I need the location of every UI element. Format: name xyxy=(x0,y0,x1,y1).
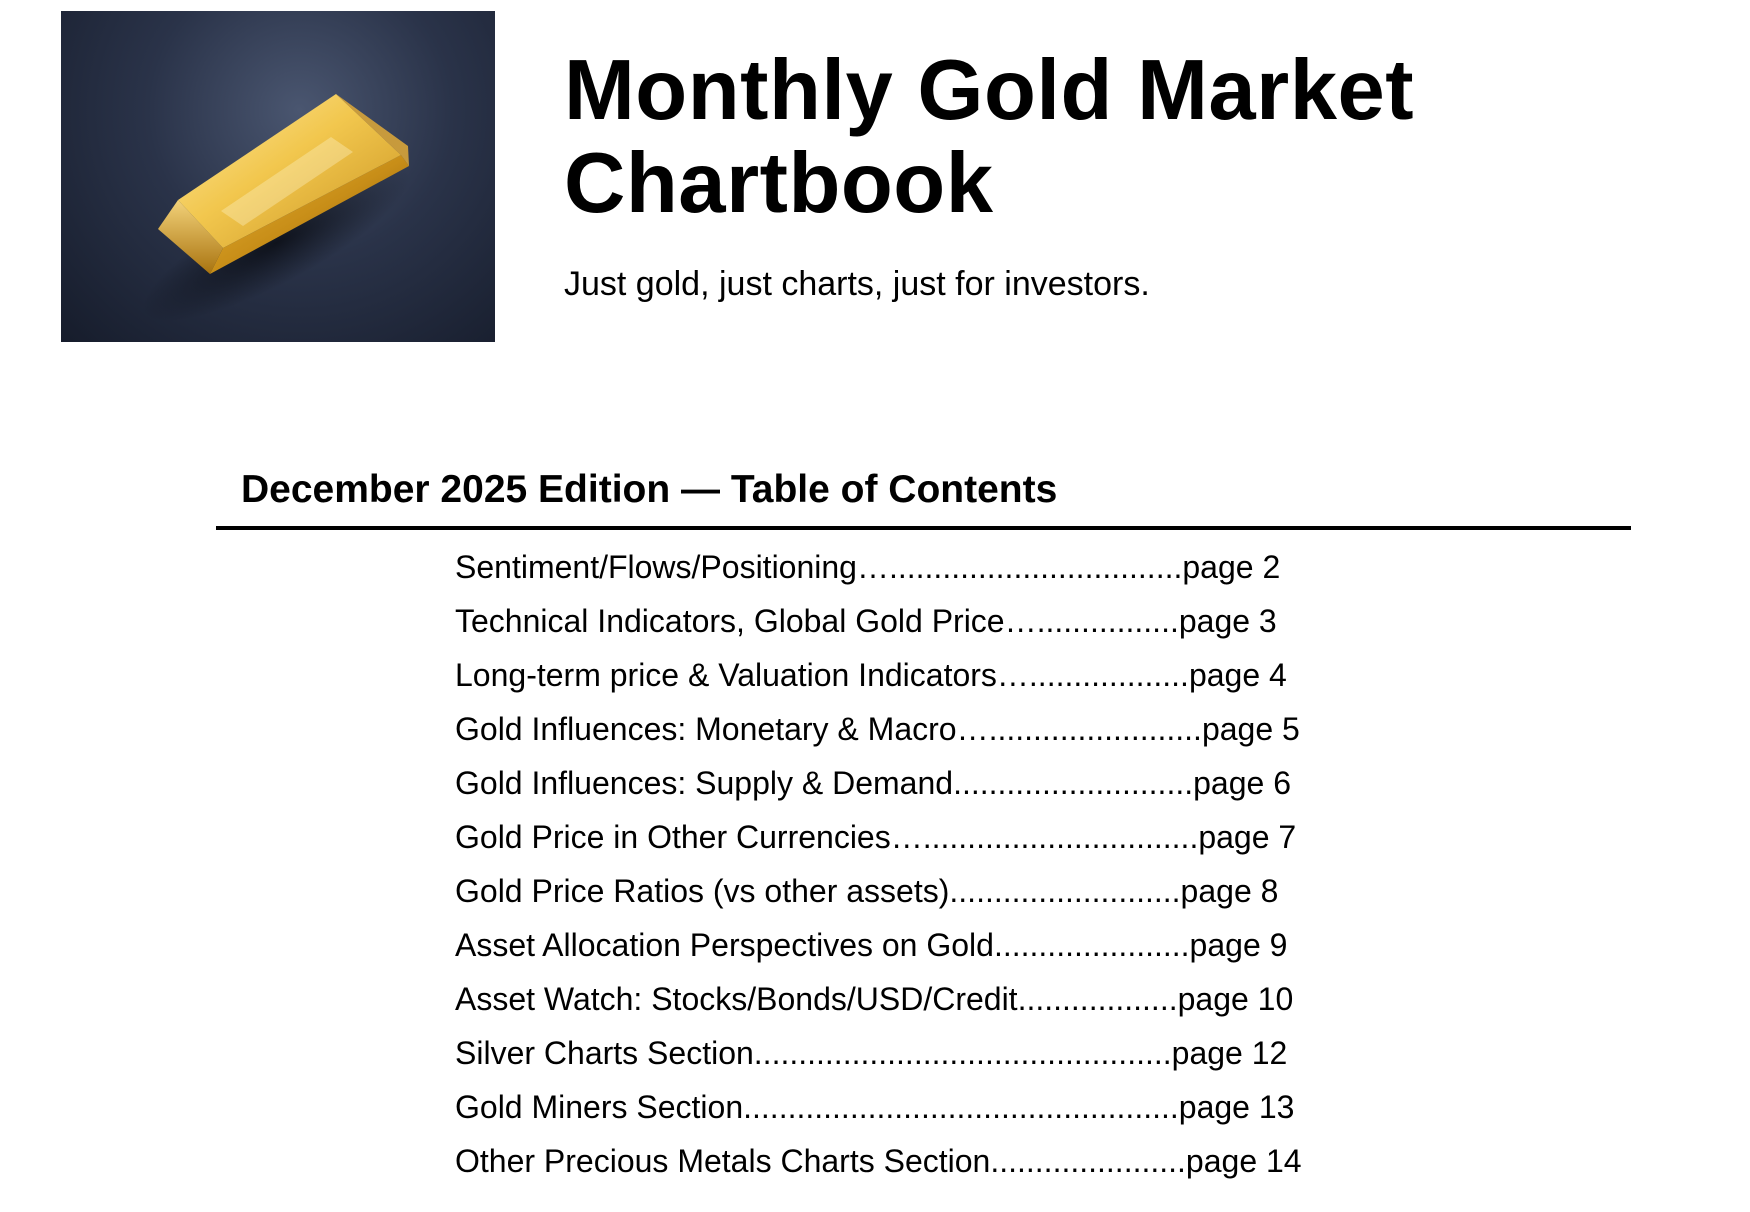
toc-entry-valuation: Long-term price & Valuation Indicators…..................page 4 xyxy=(455,657,1287,693)
tagline: Just gold, just charts, just for investors. xyxy=(564,265,1150,303)
toc-heading: December 2025 Edition — Table of Contents xyxy=(241,468,1058,511)
page-title: Monthly Gold Market Chartbook xyxy=(564,43,1415,231)
toc-entry-monetary-macro: Gold Influences: Monetary & Macro…........................page 5 xyxy=(455,711,1300,747)
toc-entry-silver: Silver Charts Section...............................................page 12 xyxy=(455,1035,1288,1071)
table-of-contents xyxy=(455,545,1355,1193)
toc-entry-price-ratios: Gold Price Ratios (vs other assets)..........................page 8 xyxy=(455,873,1279,909)
toc-entry-gold-miners: Gold Miners Section.................................................page 13 xyxy=(455,1089,1295,1125)
toc-divider xyxy=(216,526,1631,530)
gold-bar-image xyxy=(61,11,495,342)
toc-entry-supply-demand: Gold Influences: Supply & Demand...........................page 6 xyxy=(455,765,1291,801)
toc-entry-other-currencies: Gold Price in Other Currencies…...............................page 7 xyxy=(455,819,1297,855)
toc-entry-other-precious-metals: Other Precious Metals Charts Section......................page 14 xyxy=(455,1143,1302,1179)
toc-entry-sentiment: Sentiment/Flows/Positioning….................................page 2 xyxy=(455,549,1281,585)
toc-entry-asset-watch: Asset Watch: Stocks/Bonds/USD/Credit..................page 10 xyxy=(455,981,1294,1017)
toc-entry-technical: Technical Indicators, Global Gold Price…................page 3 xyxy=(455,603,1277,639)
toc-entry-asset-allocation: Asset Allocation Perspectives on Gold......................page 9 xyxy=(455,927,1288,963)
